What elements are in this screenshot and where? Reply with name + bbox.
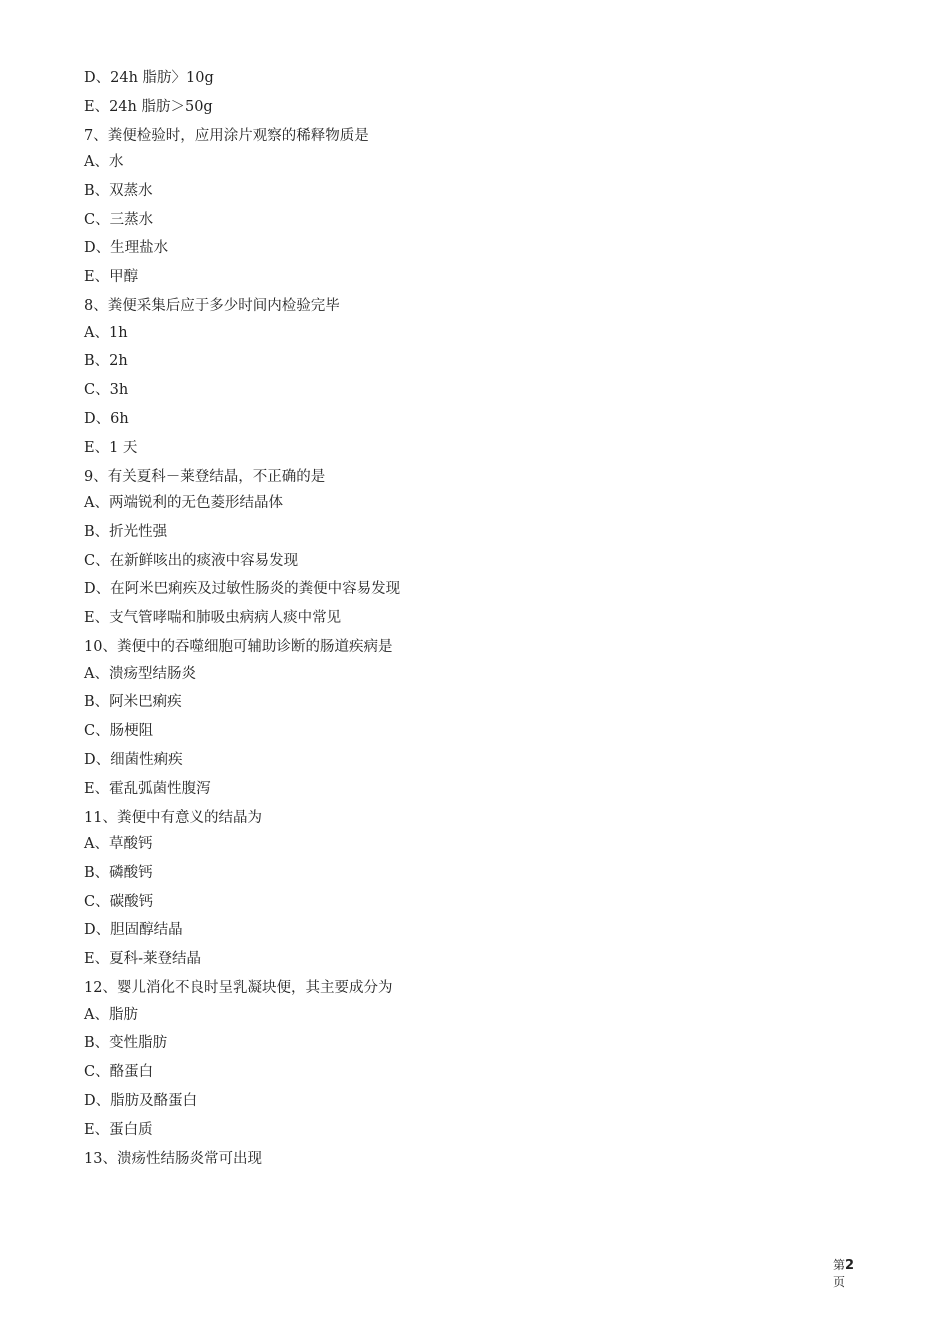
answer-option: C、在新鲜咳出的痰液中容易发现 xyxy=(84,552,299,569)
answer-option: A、脂肪 xyxy=(84,1006,138,1023)
answer-option: D、24h 脂肪〉10g xyxy=(84,70,214,86)
answer-option: C、酪蛋白 xyxy=(84,1064,154,1081)
answer-option: A、1h xyxy=(84,324,128,341)
question-stem: 10、粪便中的吞噬细胞可辅助诊断的肠道疾病是 xyxy=(84,639,393,656)
answer-option: B、变性脂肪 xyxy=(84,1035,168,1052)
page-suffix: 页 xyxy=(833,1275,846,1289)
answer-option: A、草酸钙 xyxy=(84,836,153,853)
answer-option: D、生理盐水 xyxy=(84,240,169,257)
answer-option: E、霍乱弧菌性腹泻 xyxy=(84,780,211,797)
answer-option: E、24h 脂肪＞50g xyxy=(84,98,213,115)
answer-option: D、胆固醇结晶 xyxy=(84,922,183,939)
answer-option: D、细菌性痢疾 xyxy=(84,751,183,768)
answer-option: B、双蒸水 xyxy=(84,182,153,199)
question-stem: 9、有关夏科－莱登结晶，不正确的是 xyxy=(84,468,326,485)
question-stem: 11、粪便中有意义的结晶为 xyxy=(84,809,262,826)
answer-option: A、溃疡型结肠炎 xyxy=(84,665,196,682)
page-number-value: 2 xyxy=(845,1258,855,1273)
answer-option: A、水 xyxy=(84,154,124,171)
answer-option: B、磷酸钙 xyxy=(84,864,153,881)
answer-option: D、6h xyxy=(84,410,129,427)
answer-option: C、肠梗阻 xyxy=(84,723,154,740)
answer-option: C、三蒸水 xyxy=(84,211,154,228)
question-stem: 12、婴儿消化不良时呈乳凝块便，其主要成分为 xyxy=(84,980,393,997)
answer-option: E、支气管哮喘和肺吸虫病病人痰中常见 xyxy=(84,610,342,627)
question-stem: 13、溃疡性结肠炎常可出现 xyxy=(84,1150,262,1167)
answer-option: E、甲醇 xyxy=(84,269,139,286)
answer-option: B、2h xyxy=(84,353,128,370)
answer-option: B、折光性强 xyxy=(84,523,168,540)
answer-option: E、蛋白质 xyxy=(84,1121,153,1138)
question-stem: 8、粪便采集后应于多少时间内检验完毕 xyxy=(84,298,340,315)
answer-option: D、脂肪及酪蛋白 xyxy=(84,1092,198,1109)
question-stem: 7、粪便检验时，应用涂片观察的稀释物质是 xyxy=(84,127,369,144)
answer-option: A、两端锐利的无色菱形结晶体 xyxy=(84,495,283,512)
answer-option: D、在阿米巴痢疾及过敏性肠炎的粪便中容易发现 xyxy=(84,581,401,598)
document-body xyxy=(84,68,444,1175)
answer-option: B、阿米巴痢疾 xyxy=(84,694,182,711)
answer-option: E、夏科-莱登结晶 xyxy=(84,951,201,968)
page-prefix: 第 xyxy=(833,1258,846,1272)
page-number xyxy=(833,1257,863,1290)
answer-option: C、3h xyxy=(84,382,129,399)
answer-option: C、碳酸钙 xyxy=(84,893,154,910)
answer-option: E、1 天 xyxy=(84,439,138,456)
